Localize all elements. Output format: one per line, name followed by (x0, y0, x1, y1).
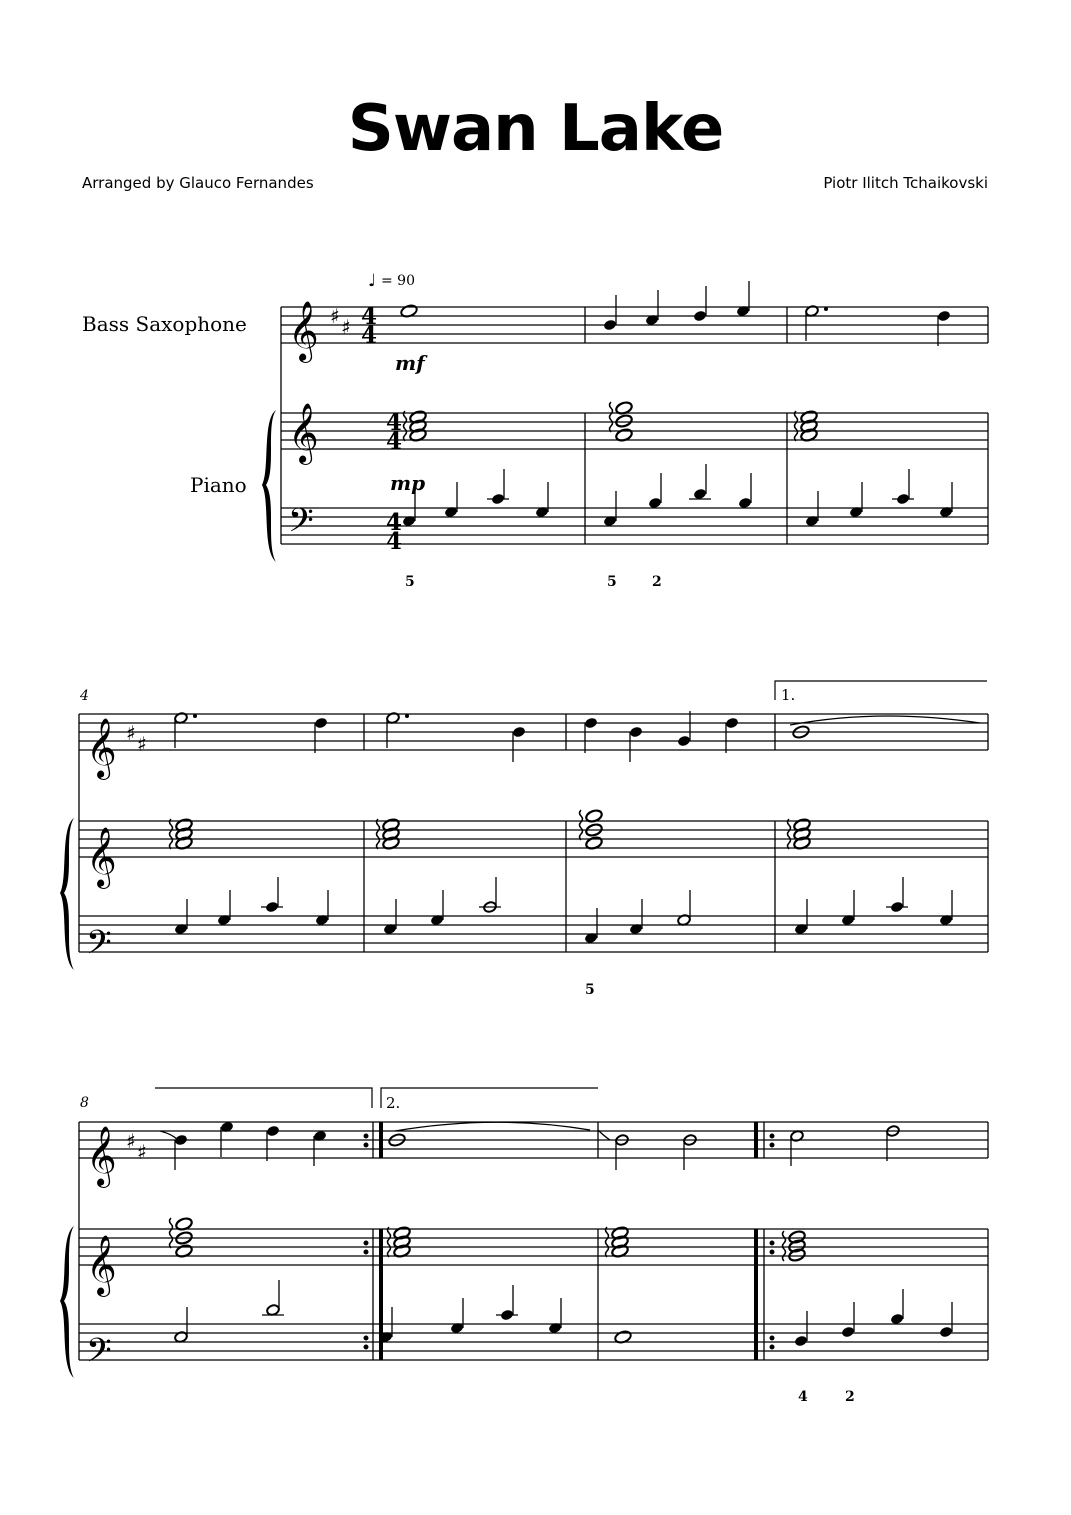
arpeggio (606, 1227, 609, 1257)
time-sig-top: 4 (361, 303, 378, 330)
fingering: 5 (585, 982, 595, 998)
sharp-icon: ♯ (126, 1129, 136, 1153)
arpeggio (170, 1218, 173, 1248)
time-sig-bottom: 4 (386, 528, 403, 555)
note-head (265, 901, 279, 914)
repeat-dot (364, 1250, 368, 1254)
note-head (584, 717, 598, 730)
arpeggio (377, 819, 380, 849)
repeat-dot (364, 1336, 368, 1340)
note-head (491, 493, 505, 506)
repeat-dot (364, 1143, 368, 1147)
note-dot (405, 714, 409, 718)
note-head (794, 1335, 808, 1348)
note-head (841, 1326, 855, 1339)
instrument-label-piano: Piano (190, 473, 247, 497)
volta-brackets (155, 681, 987, 1108)
note-head (890, 1313, 904, 1326)
note-head (725, 717, 739, 730)
treble-clef-icon: 𝄞 (86, 718, 117, 778)
repeat-dot (770, 1241, 774, 1245)
sharp-icon: ♯ (126, 721, 136, 745)
dynamic-mf: mf (395, 351, 425, 375)
fingering: 5 (607, 574, 617, 590)
note-head (629, 726, 643, 739)
arpeggio (170, 819, 173, 849)
volta-second-label: 2. (386, 1094, 401, 1112)
brace-icon (262, 410, 276, 562)
tempo-quarter-icon: ♩ (368, 271, 377, 291)
note-head (939, 1326, 953, 1339)
repeat-dot (770, 1134, 774, 1138)
arranger-credit: Arranged by Glauco Fernandes (82, 174, 314, 192)
volta-first-label: 1. (781, 686, 796, 704)
staff-lines (79, 307, 988, 1360)
repeat-dot (770, 1345, 774, 1349)
note-head (266, 1125, 280, 1138)
arpeggio (795, 411, 798, 441)
ties (160, 716, 980, 1140)
composer-credit: Piotr Ilitch Tchaikovski (823, 174, 988, 192)
note-head (738, 497, 752, 510)
time-sig-bottom: 4 (386, 428, 403, 455)
note-head (500, 1309, 514, 1322)
instrument-label-sax: Bass Saxophone (82, 312, 247, 336)
fingering: 5 (405, 574, 415, 590)
repeat-dot (364, 1241, 368, 1245)
measure-number: 4 (80, 688, 89, 704)
time-sig-bottom: 4 (361, 322, 378, 349)
bass-clef-icon: 𝄢 (288, 502, 314, 548)
note-dot (193, 714, 197, 718)
fingering: 2 (845, 1389, 855, 1405)
fingering: 4 (798, 1389, 808, 1405)
note-head (174, 1134, 188, 1147)
treble-clef-icon: 𝄞 (288, 403, 319, 463)
repeat-dot (770, 1336, 774, 1340)
note-head (890, 901, 904, 914)
note-head (937, 310, 951, 323)
brace-icon (60, 1226, 74, 1378)
fingering: 2 (652, 574, 662, 590)
repeat-dot (364, 1134, 368, 1138)
measure-number: 8 (80, 1095, 89, 1111)
treble-clef-icon: 𝄞 (86, 1126, 117, 1186)
note-head (648, 497, 662, 510)
treble-clef-icon: 𝄞 (86, 827, 117, 887)
barlines (79, 307, 988, 1360)
time-sig-top: 4 (386, 509, 403, 536)
arpeggio (388, 1227, 391, 1257)
repeat-dot (770, 1143, 774, 1147)
bass-clef-icon: 𝄢 (86, 1332, 112, 1378)
arpeggio (610, 402, 613, 432)
bass-clef-icon: 𝄢 (86, 924, 112, 970)
sharp-icon: ♯ (137, 732, 147, 756)
note-dot (824, 307, 828, 311)
note-head (677, 735, 691, 748)
dynamic-mp: mp (390, 471, 426, 495)
arpeggio (788, 819, 791, 849)
repeat-dot (364, 1345, 368, 1349)
brace-icon (60, 818, 74, 970)
note-head (603, 319, 617, 332)
chord-head (615, 414, 633, 429)
repeat-dot (770, 1250, 774, 1254)
score-title: Swan Lake (347, 92, 724, 166)
sharp-icon: ♯ (330, 304, 340, 328)
arpeggio (580, 810, 583, 840)
note-head (314, 717, 328, 730)
note-head (512, 726, 526, 739)
treble-clef-icon: 𝄞 (86, 1235, 117, 1295)
arpeggio (404, 411, 407, 441)
tempo-value: = 90 (381, 273, 415, 289)
time-sig-top: 4 (386, 409, 403, 436)
note-head (896, 493, 910, 506)
treble-clef-icon: 𝄞 (288, 301, 319, 361)
note-head (693, 310, 707, 323)
sharp-icon: ♯ (341, 315, 351, 339)
sharp-icon: ♯ (137, 1140, 147, 1164)
